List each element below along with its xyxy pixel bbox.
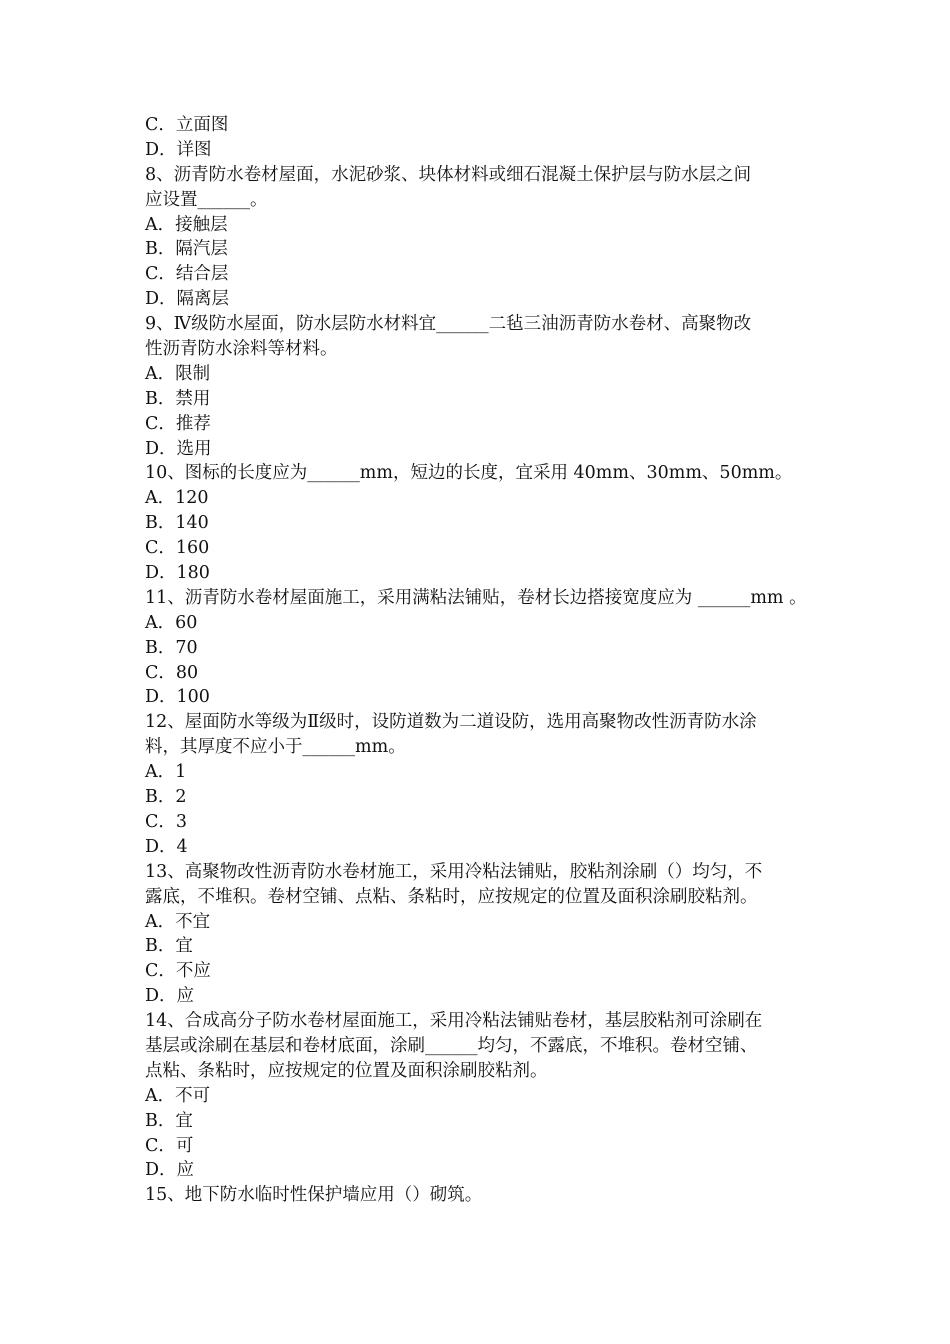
- option-line: D．应: [145, 1160, 195, 1181]
- option-line: A．接触层: [145, 214, 228, 235]
- option-line: C．可: [145, 1135, 194, 1156]
- option-line: D．选用: [145, 438, 212, 459]
- option-line: A．不宜: [145, 911, 211, 932]
- question-12-line-1: 12、屋面防水等级为Ⅱ级时，设防道数为二道设防，选用高聚物改性沥青防水涂: [145, 712, 757, 733]
- option-line: B．70: [145, 637, 198, 658]
- question-14-line-3: 点粘、条粘时，应按规定的位置及面积涂刷胶粘剂。: [145, 1060, 548, 1081]
- option-line: B．140: [145, 513, 209, 534]
- question-12-line-2: 料，其厚度不应小于______mm。: [145, 737, 406, 758]
- option-line: C．结合层: [145, 264, 229, 285]
- option-line: B．宜: [145, 1110, 193, 1131]
- option-line: B．隔汽层: [145, 239, 228, 260]
- option-line: C．80: [145, 662, 199, 683]
- question-13-line-1: 13、高聚物改性沥青防水卷材施工，采用冷粘法铺贴，胶粘剂涂刷（）均匀，不: [145, 861, 763, 882]
- question-9-line-1: 9、Ⅳ级防水屋面，防水层防水材料宜______二毡三油沥青防水卷材、高聚物改: [145, 314, 752, 335]
- option-line: C．160: [145, 538, 210, 559]
- option-line: C．3: [145, 811, 188, 832]
- option-line: C．立面图: [145, 115, 229, 135]
- option-line: C．推荐: [145, 413, 211, 434]
- question-14-line-1: 14、合成高分子防水卷材屋面施工，采用冷粘法铺贴卷材，基层胶粘剂可涂刷在: [145, 1011, 763, 1032]
- question-15-line-1: 15、地下防水临时性保护墙应用（）砌筑。: [145, 1185, 483, 1206]
- question-8-line-1: 8、沥青防水卷材屋面，水泥砂浆、块体材料或细石混凝土保护层与防水层之间: [145, 164, 752, 185]
- question-11-line-1: 11、沥青防水卷材屋面施工，采用满粘法铺贴，卷材长边搭接宽度应为 ______mm 。: [145, 587, 807, 608]
- option-line: D．应: [145, 986, 195, 1007]
- question-10-line-1: 10、图标的长度应为______mm，短边的长度，宜采用 40mm、30mm、50mm。: [145, 463, 793, 484]
- option-line: A．1: [145, 762, 187, 783]
- question-9-line-2: 性沥青防水涂料等材料。: [145, 339, 338, 360]
- question-13-line-2: 露底，不堆积。卷材空铺、点粘、条粘时，应按规定的位置及面积涂刷胶粘剂。: [145, 886, 758, 907]
- question-8-line-2: 应设置______。: [145, 189, 268, 210]
- option-line: A．限制: [145, 363, 211, 384]
- option-line: A．120: [145, 488, 209, 509]
- option-line: D．隔离层: [145, 289, 230, 310]
- document-body: [145, 113, 815, 1208]
- option-line: D．详图: [145, 139, 212, 160]
- option-line: D．100: [145, 687, 210, 708]
- option-line: A．不可: [145, 1085, 211, 1106]
- option-line: A．60: [145, 612, 198, 633]
- option-line: D．4: [145, 836, 188, 857]
- option-line: B．2: [145, 787, 187, 808]
- option-line: B．禁用: [145, 388, 211, 409]
- option-line: D．180: [145, 563, 210, 584]
- option-line: B．宜: [145, 936, 193, 957]
- question-14-line-2: 基层或涂刷在基层和卷材底面，涂刷______均匀，不露底，不堆积。卷材空铺、: [145, 1035, 758, 1056]
- option-line: C．不应: [145, 961, 211, 982]
